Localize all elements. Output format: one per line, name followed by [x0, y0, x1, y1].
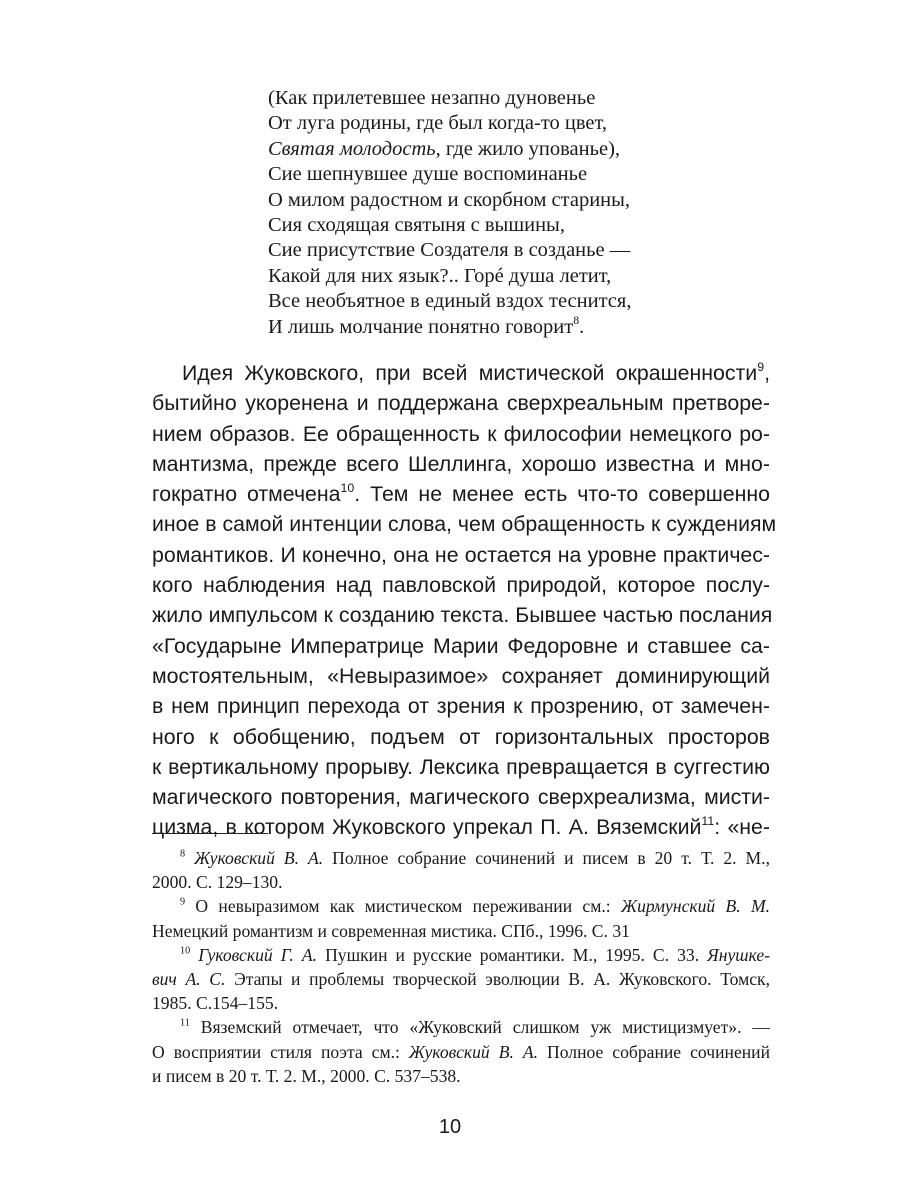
footnotes [152, 846, 770, 1088]
footnote-line: 1985. С.154–155. [152, 993, 279, 1014]
paragraph-line: в нем принцип перехода от зрения к прозрению, от замечен- [152, 694, 770, 719]
footnote-text: Этапы и проблемы творческой эволюции В. А. Жуковского. Томск, [225, 969, 770, 990]
paragraph-line: мостоятельным, «Невыразимое» сохраняет доминирующий [152, 663, 770, 688]
footnote-author: Жирмунский В. М. [620, 896, 770, 917]
footnote-line: Немецкий романтизм и современная мистика. СПб., 1996. С. 31 [152, 920, 630, 941]
footnote-line [152, 943, 770, 967]
footnote-text: Полное собрание сочинений и писем в 20 т. Т. 2. М., [323, 848, 770, 868]
poem-line: От луга родины, где был когда-то цвет, [268, 112, 608, 135]
paragraph-line-text: Идея Жуковского, при всей мистической окрашенности [182, 361, 758, 385]
paragraph-line: жило импульсом к созданию текста. Бывшее частью послания [152, 603, 773, 628]
poem-line: О милом радостном и скорбном старины, [268, 188, 631, 211]
footnote-ref-10[interactable]: 10 [340, 480, 355, 495]
poem-line: Сия сходящая святыня с вышины, [268, 214, 565, 237]
poem-line [268, 312, 631, 340]
footnote-number: 10 [180, 945, 191, 957]
main-paragraph [152, 358, 777, 843]
footnote-number: 8 [180, 848, 186, 860]
footnote-author: Янушке- [707, 944, 770, 965]
footnote-11 [152, 1015, 770, 1088]
footnote-line: и писем в 20 т. Т. 2. М., 2000. С. 537–538. [152, 1065, 461, 1086]
footnote-number: 11 [180, 1017, 190, 1029]
paragraph-line: мантизма, прежде всего Шеллинга, хорошо известна и мно- [152, 451, 770, 476]
footnote-author: вич А. С. [152, 969, 226, 990]
footnote-author: Гуковский Г. А. [198, 944, 318, 965]
poem-line-rest: , где жило упованье), [435, 137, 621, 160]
poem-line-end: . [579, 315, 585, 338]
poem-line: Все необъятное в единый вздох теснится, [268, 290, 632, 313]
paragraph-line: романтиков. И конечно, она не остается на уровне практичес- [152, 542, 770, 567]
paragraph-line-text: цизма, в котором Жуковского упрекал П. А. Вяземский [152, 815, 702, 840]
poem-italic-phrase: Святая молодость [268, 137, 436, 160]
paragraph-line: магического повторения, магического сверхреализма, мисти- [152, 785, 770, 810]
footnote-author: Жуковский В. А. [408, 1041, 539, 1062]
poem-line: (Как прилетевшее незапно дуновенье [268, 87, 596, 109]
paragraph-line: бытийно укоренена и поддержана сверхреальным претворе- [152, 391, 770, 416]
footnote-9 [152, 894, 770, 942]
paragraph-line [152, 812, 770, 842]
footnote-line [152, 846, 770, 870]
paragraph-line-end: , [764, 361, 770, 385]
poem-line-text: И лишь молчание понятно говорит [268, 315, 574, 338]
footnote-line [152, 967, 770, 991]
footnote-text: Пушкин и русские романтики. М., 1995. С. 33. [317, 944, 708, 965]
poem-line: Сие шепнувшее душе воспоминанье [268, 163, 588, 186]
footnote-text: Полное собрание сочинений [538, 1041, 771, 1062]
paragraph-line: кого наблюдения над павловской природой, которое послу- [152, 573, 770, 598]
footnote-line [152, 1040, 770, 1064]
paragraph-line [152, 479, 770, 509]
paragraph-line-rest: . Тем не менее есть что-то совершенно [354, 482, 770, 507]
footnote-10 [152, 943, 770, 1016]
footnote-ref-11[interactable]: 11 [701, 814, 715, 829]
poem-line [268, 137, 631, 162]
footnote-ref-8[interactable]: 8 [573, 312, 580, 327]
footnote-text: Вяземский отмечает, что «Жуковский слишком уж мистицизмует». — [189, 1017, 770, 1038]
footnote-ref-9[interactable]: 9 [757, 359, 765, 374]
poem-line: Сие присутствие Создателя в созданье — [268, 239, 631, 262]
footnote-8 [152, 846, 770, 894]
paragraph-line: иное в самой интенции слова, чем обращенность к суждениям [152, 512, 777, 537]
footnote-author: Жуковский В. А. [194, 848, 324, 868]
footnote-number: 9 [180, 896, 186, 908]
footnote-line [152, 894, 770, 918]
paragraph-line: ного к обобщению, подъем от горизонтальных просторов [152, 724, 770, 749]
footnote-text: О восприятии стиля поэта см.: [152, 1041, 409, 1062]
paragraph-line: нием образов. Ее обращенность к философии немецкого ро- [152, 421, 770, 446]
paragraph-line [152, 358, 770, 388]
footnote-line: 2000. С. 129–130. [152, 872, 283, 893]
poem-line: Какой для них язык?.. Горé душа летит, [268, 264, 612, 287]
paragraph-line: «Государыне Императрице Марии Федоровне и ставшее са- [152, 633, 770, 658]
paragraph-line: к вертикальному прорыву. Лексика превращается в суггестию [152, 754, 770, 779]
footnote-line [152, 1015, 770, 1039]
paragraph-line-text: гократно отмечена [152, 482, 341, 507]
poem-quote [268, 86, 631, 340]
footnote-separator [152, 833, 268, 834]
page-number: 10 [438, 1116, 462, 1138]
paragraph-line-rest: : «не- [714, 815, 770, 840]
footnote-text: О невыразимом как мистическом переживании см.: [185, 896, 621, 917]
